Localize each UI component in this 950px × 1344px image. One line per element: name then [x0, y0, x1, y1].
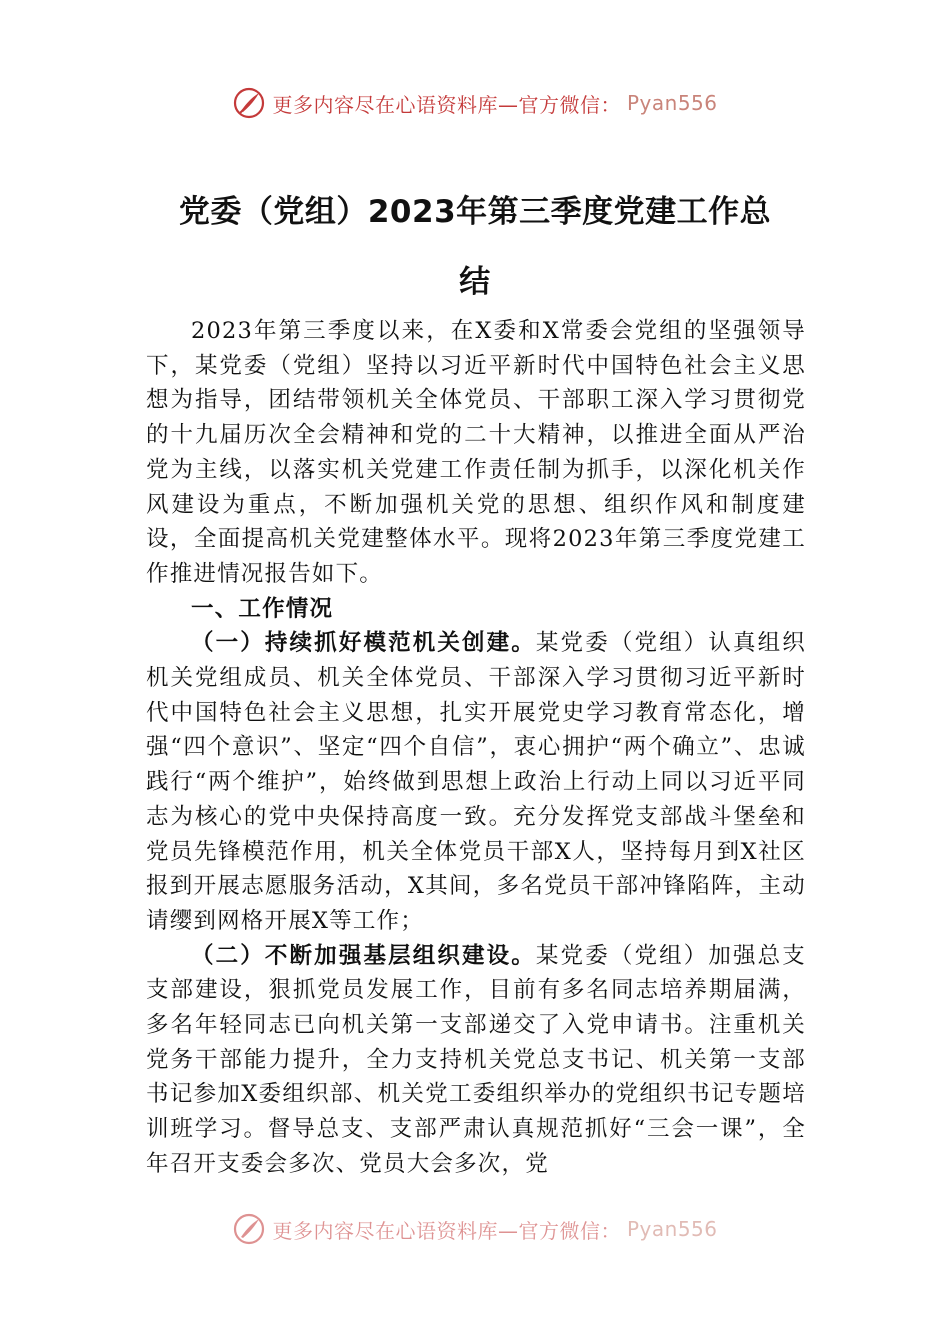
- section-heading: 一、工作情况: [191, 595, 334, 622]
- quill-logo-icon: [232, 1212, 266, 1246]
- item1-paragraph: [146, 626, 806, 938]
- watermark-wechat-id: Pyan556: [626, 91, 718, 115]
- quill-logo-icon: [232, 86, 266, 120]
- document-body: [146, 314, 806, 1182]
- watermark-header: [0, 86, 950, 120]
- item2-body: 某党委（党组）加强总支支部建设，狠抓党员发展工作，目前有多名同志培养期届满，多名年轻同志已向机关第一支部递交了入党申请书。注重机关党务干部能力提升，全力支持机关党总支书记、机关第一支部书记参加X委组织部、机关党工委组织举办的党组织书记专题培训班学习。督导总支、支部严肃认真规范抓好“三会一课”，全年召开支委会多次、党员大会多次，党: [146, 942, 806, 1177]
- watermark-text: 更多内容尽在心语资料库—官方微信：: [272, 92, 621, 117]
- item2-paragraph: [146, 939, 806, 1182]
- watermark-wechat-id: Pyan556: [626, 1217, 718, 1241]
- intro-paragraph: 2023年第三季度以来，在X委和X常委会党组的坚强领导下，某党委（党组）坚持以习近平新时代中国特色社会主义思想为指导，团结带领机关全体党员、干部职工深入学习贯彻党的十九届历次全会精神和党的二十大精神，以推进全面从严治党为主线，以落实机关党建工作责任制为抓手，以深化机关作风建设为重点，不断加强机关党的思想、组织作风和制度建设，全面提高机关党建整体水平。现将2023年第三季度党建工作推进情况报告如下。: [146, 318, 806, 587]
- document-title-line2: 结: [459, 264, 491, 300]
- item1-lead: （一）持续抓好模范机关创建。: [191, 630, 536, 657]
- document-title-line1: 党委（党组）2023年第三季度党建工作总: [178, 194, 772, 230]
- item1-body: 某党委（党组）认真组织机关党组成员、机关全体党员、干部深入学习贯彻习近平新时代中国特色社会主义思想，扎实开展党史学习教育常态化，增强“四个意识”、坚定“四个自信”，衷心拥护“两个确立”、忠诚践行“两个维护”，始终做到思想上政治上行动上同以习近平同志为核心的党中央保持高度一致。充分发挥党支部战斗堡垒和党员先锋模范作用，机关全体党员干部X人，坚持每月到X社区报到开展志愿服务活动，X其间，多名党员干部冲锋陷阵，主动请缨到网格开展X等工作；: [146, 630, 806, 934]
- item2-lead: （二）不断加强基层组织建设。: [191, 942, 536, 969]
- watermark-footer: [0, 1212, 950, 1246]
- watermark-text: 更多内容尽在心语资料库—官方微信：: [272, 1218, 621, 1243]
